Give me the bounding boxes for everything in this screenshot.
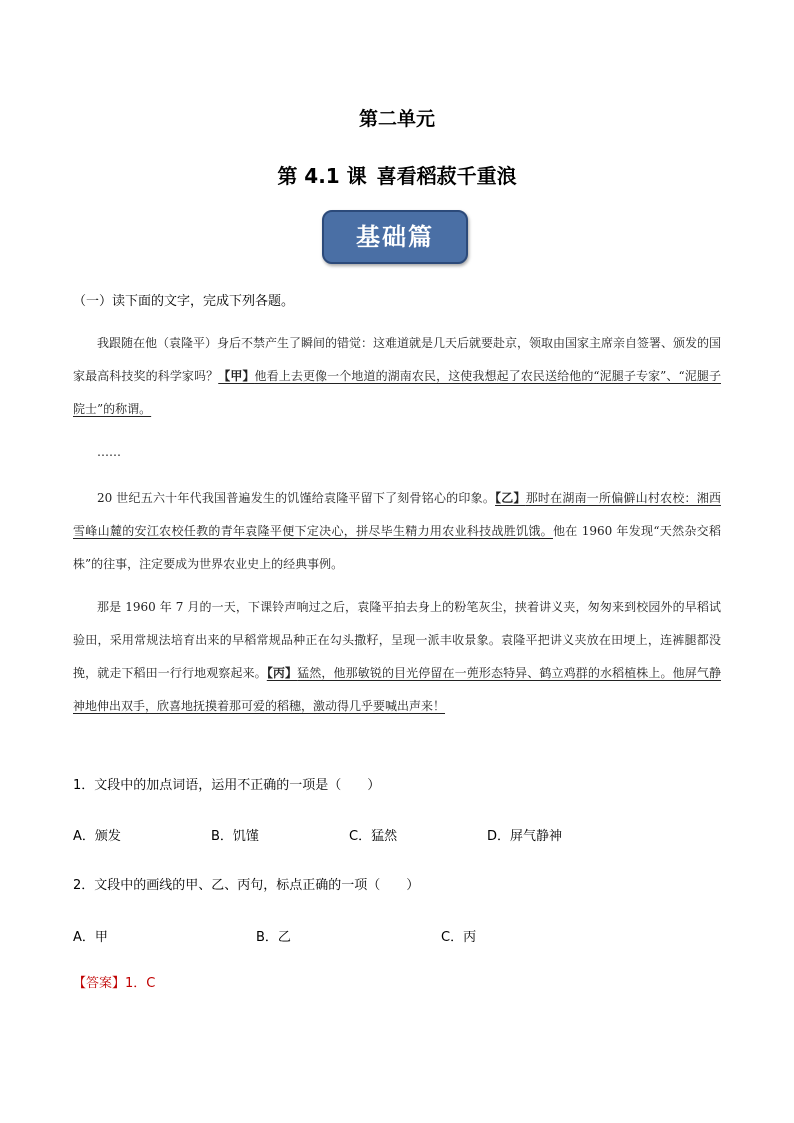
answer-text: 1．C [125,976,156,991]
passage-text: 那是 1960 年 7 月的一天，下课铃声响过之后，袁隆平拍去身上的粉笔灰尘，挟着讲义夹，匆匆来到校园外的早稻试验田，采用常规法培育出来的早稻常规品种正在勾头撒籽，呈现一派丰收景象。袁隆平把讲义夹放在田埂上，连裤腿都没挽，就走下稻田一行行地观察起来。 [73,600,721,680]
basic-level-badge: 基础篇 [322,210,468,264]
passage-paragraph-1 [73,327,721,426]
lesson-title [0,160,794,189]
marker-jia: 【甲】 [218,369,255,383]
question-2-option-c[interactable]: C．丙 [441,930,477,945]
ellipsis-text: …… [97,445,121,459]
lesson-name: 喜看稻菽千重浪 [376,164,517,188]
underlined-sentence-yi: 那时在湖南一所偏僻山村农校：湘西雪峰山麓的安江农校任教的青年袁隆平便下定决心，拼尽毕生精力用农业科技战胜饥饿。 [73,491,721,538]
question-1-option-b[interactable]: B．饥馑 [211,829,259,844]
question-1-option-d[interactable]: D．屏气静神 [487,829,563,844]
marker-bing: 【丙】 [266,666,298,680]
passage-text: 我跟随在他（袁隆平）身后不禁产生了瞬间的错觉：这难道就是几天后就要赴京，领取由国家主席亲自签署、颁发的国家最高科技奖的科学家吗？ [73,336,722,383]
question-1-option-c[interactable]: C．猛然 [349,829,398,844]
section-heading: （一）读下面的文字，完成下列各题。 [73,294,295,309]
underlined-sentence-jia: 他看上去更像一个地道的湖南农民，这使我想起了农民送给他的“泥腿子专家”、“泥腿子院士”的称谓。 [73,369,721,416]
passage-paragraph-2 [73,482,721,581]
question-1-stem: 1．文段中的加点词语，运用不正确的一项是（ ） [73,778,381,793]
question-2-stem: 2．文段中的画线的甲、乙、丙句，标点正确的一项（ ） [73,878,420,893]
underlined-sentence-bing: 猛然，他那敏锐的目光停留在一蔸形态特异、鹤立鸡群的水稻植株上。他屏气静神地伸出双手，欣喜地抚摸着那可爱的稻穗，激动得几乎要喊出声来！ [73,666,721,713]
question-2-option-a[interactable]: A．甲 [73,930,108,945]
passage-paragraph-3 [73,591,721,723]
passage-ellipsis [73,436,721,469]
answer-tag: 【答案】 [73,976,126,991]
passage-text: 他在 1960 年发现“天然杂交稻株”的往事，注定要成为世界农业史上的经典事例。 [73,524,721,571]
answer-line [73,972,155,991]
marker-yi: 【乙】 [495,491,526,505]
question-2-option-b[interactable]: B．乙 [256,930,291,945]
unit-title: 第二单元 [358,108,435,130]
question-1-option-a[interactable]: A．颁发 [73,829,121,844]
lesson-number: 第 4.1 课 [277,164,367,188]
passage-text: 20 世纪五六十年代我国普遍发生的饥馑给袁隆平留下了刻骨铭心的印象。 [97,491,496,505]
